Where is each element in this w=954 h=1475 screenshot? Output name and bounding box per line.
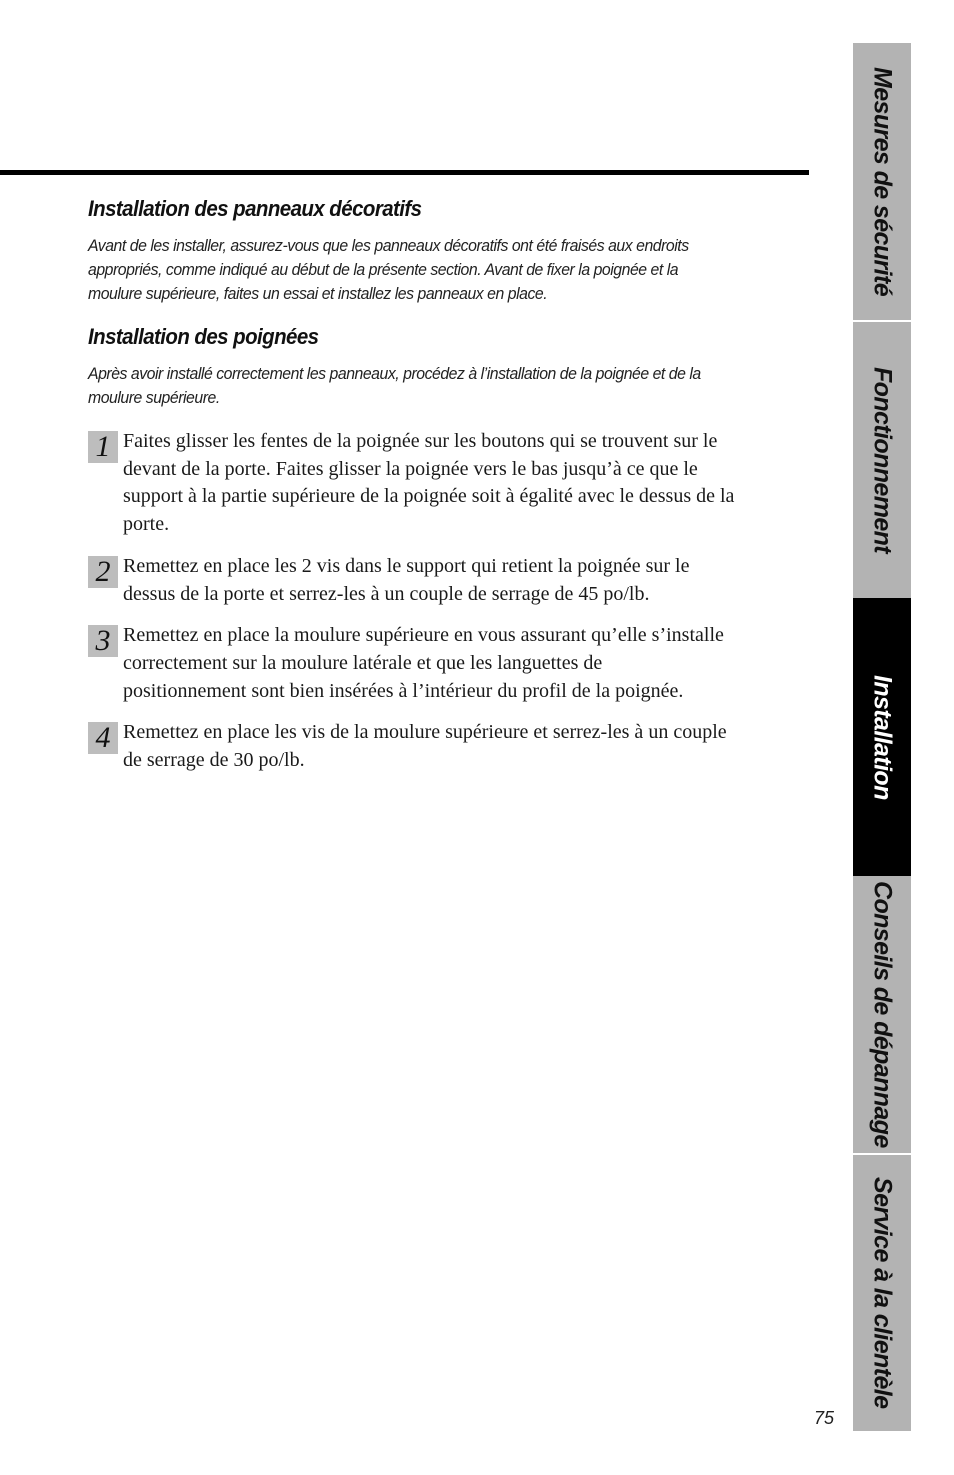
step-line: support à la partie supérieure de la poignée soit à égalité avec le dessus de la [123,485,735,508]
step-number-badge: 1 [88,431,118,463]
intro-line: Après avoir installé correctement les panneaux, procédez à l’installation de la poignée et de la [88,364,701,383]
tab-conseils-de-depannage[interactable] [853,876,911,1153]
step-text [123,428,804,539]
step-line: devant de la porte. Faites glisser la poignée vers le bas jusqu’à ce que le [123,457,698,480]
main-content [88,196,804,789]
tab-label: Conseils de dépannage [868,881,897,1148]
tab-label: Mesures de sécurité [868,67,897,296]
step-line: dessus de la porte et serrez-les à un couple de serrage de 45 po/lb. [123,582,650,605]
intro-line: moulure supérieure. [88,388,220,407]
step-line: Remettez en place les 2 vis dans le support qui retient la poignée sur le [123,554,690,577]
tab-label: Installation [868,674,897,800]
step-line: positionnement sont bien insérées à l’intérieur du profil de la poignée. [123,679,684,702]
intro-line: moulure supérieure, faites un essai et installez les panneaux en place. [88,284,548,303]
intro-line: appropriés, comme indiqué au début de la présente section. Avant de fixer la poignée et la [88,260,679,279]
step-2 [88,553,804,608]
step-4 [88,719,804,774]
tab-service-a-la-clientele[interactable] [853,1155,911,1431]
step-line: correctement sur la moulure latérale et que les languettes de [123,651,603,674]
step-number-badge: 4 [88,722,118,754]
intro-decorative-panels [88,234,804,306]
step-list [88,428,804,775]
tab-fonctionnement[interactable] [853,322,911,598]
step-text [123,719,804,774]
step-line: Faites glisser les fentes de la poignée sur les boutons qui se trouvent sur le [123,430,718,452]
tab-installation[interactable] [853,598,911,876]
step-line: Remettez en place la moulure supérieure en vous assurant qu’elle s’installe [123,624,724,647]
intro-handles [88,362,804,410]
step-number-badge: 2 [88,556,118,588]
step-text [123,553,804,608]
step-3 [88,622,804,705]
tab-label: Fonctionnement [868,366,897,554]
step-line: porte. [123,513,170,536]
heading-handles: Installation des poignées [88,324,319,349]
step-text [123,622,804,705]
tab-label: Service à la clientèle [868,1177,897,1409]
heading-decorative-panels: Installation des panneaux décoratifs [88,196,422,221]
intro-line: Avant de les installer, assurez-vous que les panneaux décoratifs ont été fraisés aux endroits [88,236,689,255]
step-line: Remettez en place les vis de la moulure supérieure et serrez-les à un couple [123,721,727,744]
top-rule [0,170,809,175]
page-number: 75 [814,1408,835,1428]
step-number-badge: 3 [88,625,118,657]
step-1 [88,428,804,539]
step-line: de serrage de 30 po/lb. [123,749,305,772]
tab-mesures-de-securite[interactable] [853,43,911,320]
